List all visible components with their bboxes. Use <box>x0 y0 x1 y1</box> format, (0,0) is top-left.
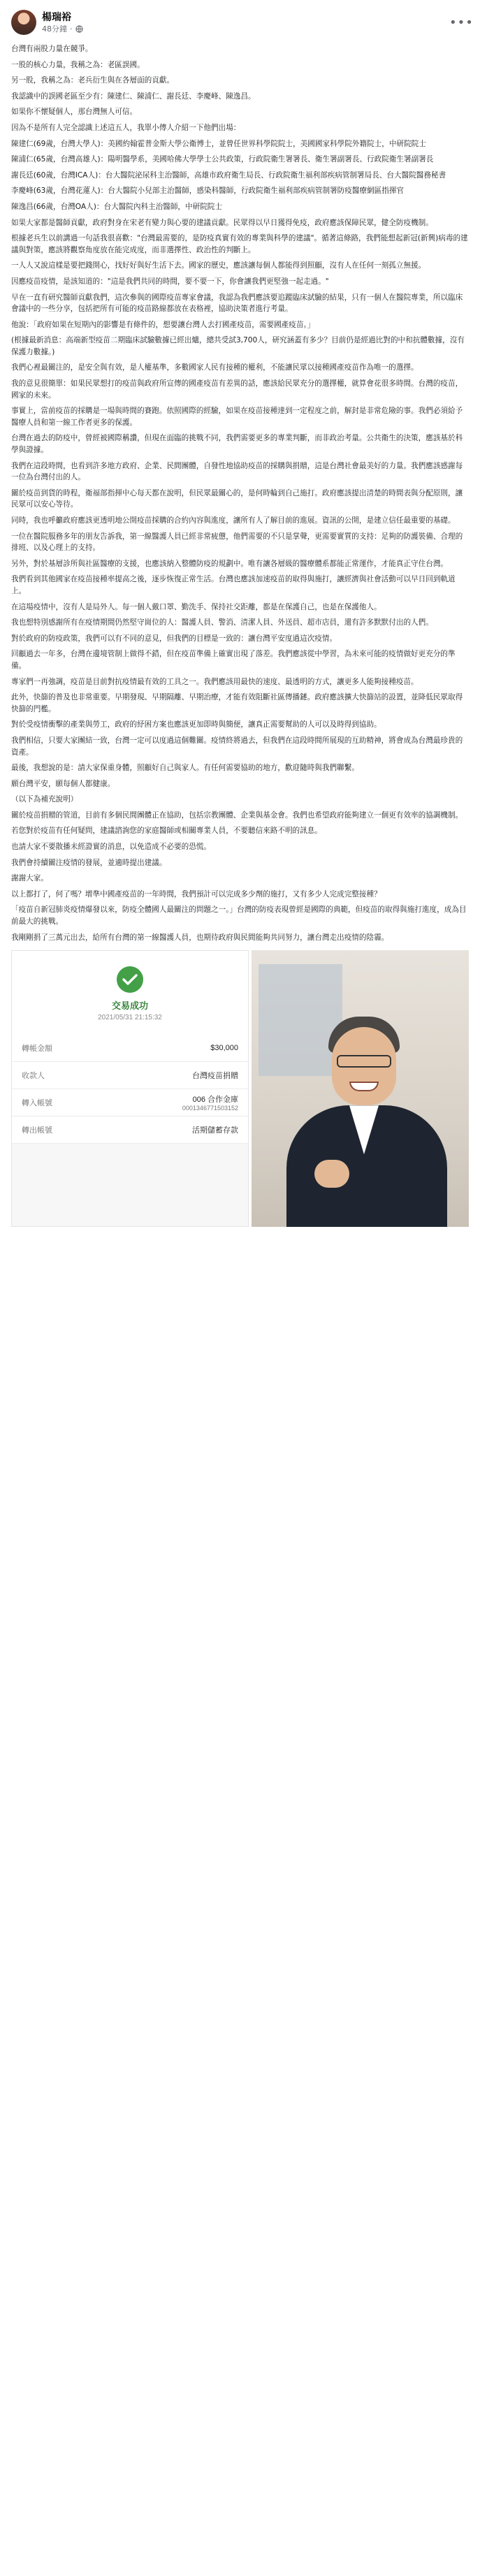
receipt-row-label: 收款人 <box>22 1072 45 1081</box>
post-paragraph: 若您對於疫苗有任何疑問，建議諮詢您的家庭醫師或相關專業人員，不要聽信來路不明的訊息。 <box>11 827 322 836</box>
post-paragraph: 李慶峰(63歲，台灣花蓮人)：台大醫院小兒部主治醫師，感染科醫師，行政院衛生福利部疾病管制署防疫醫療網區指揮官 <box>11 187 405 196</box>
more-options-icon[interactable]: ••• <box>449 15 474 30</box>
receipt-row <box>12 1089 248 1116</box>
receipt-header <box>12 951 248 1035</box>
receipt-row-value: 活期儲蓄存款 <box>192 1126 238 1135</box>
receipt-timestamp: 2021/05/31 21:15:32 <box>98 1013 162 1021</box>
post-paragraph: 謝長廷(60歲，台灣ICA人)：台大醫院泌尿科主治醫師，高雄市政府衛生局長、行政院衛生福利部疾病管制署局長、台大醫院醫務秘書 <box>11 170 446 180</box>
receipt-row <box>12 1062 248 1089</box>
author-name[interactable]: 楊瑞裕 <box>42 11 71 23</box>
post-header <box>11 7 474 38</box>
receipt-row-value: 006 合作金庫 <box>192 1096 238 1105</box>
post-paragraph: 早在一直有研究醫師貢獻我們，這次參與的國際疫苗專家會議，我認為我們應該要追蹤臨床試驗的結果，只有一個人在醫院專業，所以臨床會議中的一些分享，包括把所有可能的疫苗路線都放在表格裡，協助決策者進行考量。 <box>11 293 463 314</box>
post-paragraph: 對於政府的防疫政策，我們可以有不同的意見，但我們的目標是一致的：讓台灣平安度過這次疫情。 <box>11 634 337 643</box>
avatar[interactable] <box>11 10 36 35</box>
post-paragraph: 關於疫苗捐贈的管道，目前有多個民間團體正在協助，包括宗教團體、企業與基金會。我們也希望政府能夠建立一個更有效率的協調機制。 <box>11 810 463 820</box>
post-paragraph: 如果你不懷疑個人，那台灣無人可信。 <box>11 108 138 117</box>
post-paragraph: 以上都打了，何了嗎？增準中國產疫苗的一年時間，我們預計可以完成多少劑的施打，又有多少人完成完整接種？ <box>11 889 381 898</box>
post-paragraph: 因應疫苗疫情，是該知道的："這是我們共同的時間，要不要一下，你會讓我們更堅強一起走過。" <box>11 277 329 286</box>
post-paragraph: 此外，快篩的普及也非常重要。早期發現、早期隔離、早期治療，才能有效阻斷社區傳播鏈。政府應該擴大快篩站的設置，並降低民眾取得快篩的門檻。 <box>11 693 463 713</box>
post-paragraph: 我們相信，只要大家團結一致，台灣一定可以度過這個難關。疫情終將過去，但我們在這段時間所展現的互助精神，將會成為台灣最珍貴的資產。 <box>11 736 463 757</box>
transfer-receipt-image[interactable] <box>11 950 249 1227</box>
post-paragraph: (根據最新消息：高端新型疫苗二期臨床試驗數據已經出爐，總共受試3,700人，研究涵蓋有多少？目前仍是經過比對的中和抗體數據，沒有保護力數據。) <box>11 336 465 356</box>
receipt-row-value: 台灣疫苗捐贈 <box>192 1072 238 1081</box>
post-paragraph: 也請大家不要散播未經證實的消息，以免造成不必要的恐慌。 <box>11 843 212 852</box>
receipt-title: 交易成功 <box>111 1000 148 1011</box>
post-paragraph: 願台灣平安，願每個人都健康。 <box>11 779 115 788</box>
post-paragraph: （以下為補充說明） <box>11 795 78 804</box>
post-time-row <box>42 24 83 34</box>
post-paragraph: 一股的核心力量，我稱之為：老區誤國。 <box>11 60 145 69</box>
post-paragraph: 我的意見很簡單：如果民眾想打的疫苗與政府所宣傳的國產疫苗有差異的話，應該給民眾充分的選擇權，就算會花很多時間。台灣的疫苗，國家的未來。 <box>11 379 463 400</box>
post-paragraph: 我們看到其他國家在疫苗接種率提高之後，逐步恢復正常生活。台灣也應該加速疫苗的取得與施打，讓經濟與社會活動可以早日回到軌道上。 <box>11 575 456 595</box>
post-paragraph: 因為不是所有人完全認識上述這五人，我單小傳人介紹一下他們出場： <box>11 123 241 132</box>
post-paragraph: 台灣在過去的防疫中，曾經被國際稱讚，但現在面臨的挑戰不同，我們需要更多的專業判斷，而非政治考量。公共衛生的決策，應該基於科學與證據。 <box>11 434 463 455</box>
receipt-row-value: $30,000 <box>210 1044 238 1053</box>
post-media <box>11 950 469 1227</box>
receipt-row-value-wrap <box>210 1044 238 1052</box>
post-paragraph: 台灣有兩股力量在競爭。 <box>11 45 93 53</box>
photo-background-panel <box>259 964 342 1076</box>
post-paragraph: 「疫苗自新冠肺炎疫情爆發以來，防疫全體國人最關注的問題之一。」台灣的防疫表現曾經是國際的典範，但疫苗的取得與施打進度，成為目前最大的挑戰。 <box>11 905 467 926</box>
post-paragraph: 我也想特別感謝所有在疫情期間仍然堅守崗位的人：醫護人員、警消、清潔人員、外送員、超市店員，還有許多默默付出的人們。 <box>11 618 433 627</box>
dot-separator: · <box>70 24 73 34</box>
receipt-footer <box>12 1144 248 1184</box>
post-paragraph: 在這場疫情中，沒有人是局外人。每一個人戴口罩、勤洗手、保持社交距離，都是在保護自己，也是在保護他人。 <box>11 602 381 611</box>
post-paragraph: 如果大家都是醫師貢獻，政府對身在宋老有變力與心要的建議貢獻。民眾得以早日獲得免疫，政府應該保障民眾，健全防疫機制。 <box>11 218 433 227</box>
post-paragraph: 我們心裡最關注的，是安全與有效，是人權基準，多數國家人民有接種的權利，不能讓民眾以接種國產疫苗作為唯一的選擇。 <box>11 363 419 372</box>
post-paragraph: 一人人又說這樣是要把錢開心，找好好與好生活下去。國家的歷史，應該讓每個人都能得到照顧，沒有人在任何一刻孤立無援。 <box>11 261 426 270</box>
post-paragraph: 根據老兵生以前講過一句話我很喜歡："台灣最需要的，是防疫真實有效的專業與科學的建議"。循著這條路，我們能想起新冠(新興)病毒的建議與對策，應該將觀察角度放在能完成度，而非選擇性、政治性的判斷上。 <box>11 234 468 254</box>
receipt-row-value-wrap <box>192 1070 238 1081</box>
post-paragraph: 我們會持續關注疫情的發展，並適時提出建議。 <box>11 858 167 867</box>
post-paragraph: 事實上，當前疫苗的採購是一場與時間的賽跑。依照國際的經驗，如果在疫苗接種達到一定程度之前，解封是非常危險的事。我們必須給予醫療人員和第一線工作者更多的保護。 <box>11 407 463 427</box>
post-paragraph: 陳建仁(69歲，台灣大學人)：美國約翰霍普金斯大學公衛博士，並曾任世界科學院院士，美國國家科學院外籍院士，中研院院士 <box>11 139 426 148</box>
post-paragraph: 我們在這段時間，也看到許多地方政府、企業、民間團體，自發性地協助疫苗的採購與捐贈，這是台灣社會最美好的力量。我們應該感謝每一位為台灣付出的人。 <box>11 461 463 482</box>
post-paragraph: 我剛剛捐了三萬元出去，給所有台灣的第一線醫護人員，也期待政府與民間能夠共同努力，讓台灣走出疫情的陰霾。 <box>11 933 389 942</box>
receipt-row-subvalue: 0001346771503152 <box>182 1105 238 1112</box>
post-paragraph: 一位在醫院服務多年的朋友告訴我，第一線醫護人員已經非常疲憊，他們需要的不只是掌聲，更需要實質的支持：足夠的防護裝備、合理的排班、以及心理上的支持。 <box>11 532 463 553</box>
post-paragraph: 專家們一再強調，疫苗是目前對抗疫情最有效的工具之一。我們應該用最快的速度、最透明的方式，讓更多人能夠接種疫苗。 <box>11 677 419 686</box>
post-paragraph: 謝謝大家。 <box>11 874 48 883</box>
receipt-row <box>12 1035 248 1062</box>
check-circle-icon <box>115 965 145 994</box>
post-paragraph: 回顧過去一年多，台灣在邊境管制上做得不錯，但在疫苗準備上確實出現了落差。我們應該從中學習，為未來可能的疫情做好更充分的準備。 <box>11 650 456 670</box>
photo-person-glasses <box>337 1055 391 1068</box>
post-paragraph: 另一股，我稱之為：老兵衍生與在各層面的貢獻。 <box>11 76 175 85</box>
post-paragraph: 陳逸昌(66歲，台灣OA人)：台大醫院內科主治醫師，中研院院士 <box>11 202 222 211</box>
post-paragraph: 他說：「政府如果在短期內的影響是有條件的，想要讓台灣人去打國產疫苗，需要國產疫苗。」 <box>11 320 315 329</box>
portrait-photo[interactable] <box>252 950 469 1227</box>
receipt-row-label: 轉入帳號 <box>22 1099 52 1108</box>
post-body <box>11 43 469 943</box>
receipt-row-value-wrap <box>192 1124 238 1135</box>
post-time[interactable]: 48分鐘 <box>42 24 67 34</box>
post-paragraph: 陳浦仁(65歲，台灣高雄人)：陽明醫學系，美國哈佛大學學士公共政策，行政院衛生署署長、衛生署副署長、行政院衛生署副署長 <box>11 155 434 164</box>
post-paragraph: 另外，對於基層診所與社區醫療的支援，也應該納入整體防疫的規劃中。唯有讓各層級的醫療體系都能正常運作，才能真正守住台灣。 <box>11 559 449 568</box>
post-meta <box>42 11 83 34</box>
photo-person-hand <box>314 1160 349 1188</box>
post-paragraph: 對於受疫情衝擊的產業與勞工，政府的紓困方案也應該更加即時與簡便，讓真正需要幫助的人可以及時得到協助。 <box>11 720 381 729</box>
post-paragraph: 同時，我也呼籲政府應該更透明地公開疫苗採購的合約內容與進度，讓所有人了解目前的進展。資訊的公開，是建立信任最重要的基礎。 <box>11 516 456 525</box>
receipt-row <box>12 1116 248 1144</box>
receipt-row-value-wrap <box>182 1093 238 1112</box>
post-paragraph: 我認識中的誤國老區至少有：陳建仁、陳浦仁、謝長廷、李慶峰、陳逸昌。 <box>11 92 256 101</box>
post-paragraph: 關於疫苗到貨的時程，衛福部指揮中心每天都在說明，但民眾最關心的，是何時輪到自己施打。政府應該提出清楚的時間表與分配原則，讓民眾可以安心等待。 <box>11 488 463 509</box>
receipt-row-label: 轉出帳號 <box>22 1126 52 1135</box>
receipt-row-label: 轉帳金額 <box>22 1045 52 1054</box>
post-paragraph: 最後，我想說的是：請大家保重身體，照顧好自己與家人。有任何需要協助的地方，歡迎隨時與我們聯繫。 <box>11 764 359 773</box>
facebook-post <box>0 0 480 1227</box>
receipt-rows <box>12 1035 248 1144</box>
globe-icon <box>75 25 83 33</box>
